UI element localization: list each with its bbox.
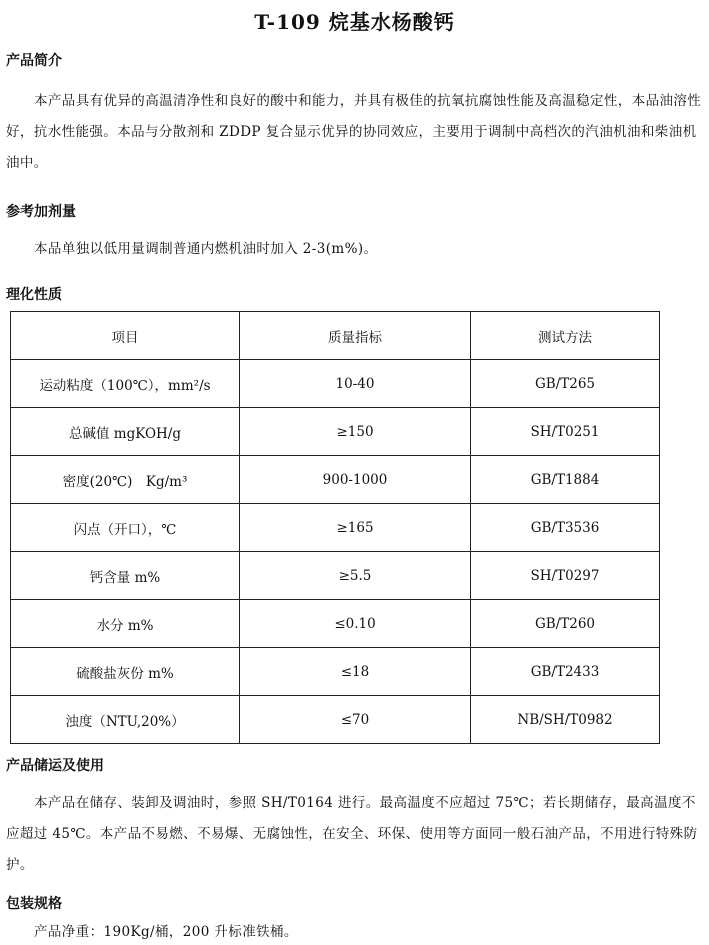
- table-cell-method: GB/T3536: [471, 504, 660, 552]
- table-header-row: [11, 312, 660, 360]
- table-cell-method: GB/T265: [471, 360, 660, 408]
- table-cell-spec: ≤18: [240, 648, 471, 696]
- table-row: [11, 504, 660, 552]
- properties-table: [10, 311, 660, 744]
- table-cell-item: 硫酸盐灰份 m%: [11, 648, 240, 696]
- table-cell-spec: ≤70: [240, 696, 471, 744]
- table-cell-item: 总碱值 mgKOH/g: [11, 408, 240, 456]
- table-cell-method: SH/T0297: [471, 552, 660, 600]
- section-heading-dosage: 参考加剂量: [6, 204, 76, 220]
- table-cell-item: 闪点（开口），℃: [11, 504, 240, 552]
- table-cell-item: 运动粘度（100℃），mm²/s: [11, 360, 240, 408]
- table-row: [11, 696, 660, 744]
- table-header-cell: 测试方法: [471, 312, 660, 360]
- page-title: T-109 烷基水杨酸钙: [254, 10, 455, 34]
- table-cell-method: SH/T0251: [471, 408, 660, 456]
- table-row: [11, 600, 660, 648]
- table-cell-method: GB/T260: [471, 600, 660, 648]
- section-heading-storage: 产品储运及使用: [6, 758, 104, 774]
- table-cell-spec: ≥165: [240, 504, 471, 552]
- table-cell-item: 钙含量 m%: [11, 552, 240, 600]
- table-header-cell: 质量指标: [240, 312, 471, 360]
- table-row: [11, 408, 660, 456]
- dosage-paragraph: 本品单独以低用量调制普通内燃机油时加入 2-3(m%)。: [34, 241, 378, 257]
- table-cell-item: 密度(20℃) Kg/m³: [11, 456, 240, 504]
- storage-paragraph: 本产品在储存、装卸及调油时，参照 SH/T0164 进行。最高温度不应超过 75℃；若长期储存，最高温度不应超过 45℃。本产品不易燃、不易爆、无腐蚀性，在安全、环保、使用等方面同一般石油产品，不用进行特殊防护。: [6, 795, 698, 873]
- section-heading-intro: 产品简介: [6, 53, 62, 69]
- table-cell-method: NB/SH/T0982: [471, 696, 660, 744]
- section-heading-properties: 理化性质: [6, 287, 62, 303]
- table-cell-method: GB/T1884: [471, 456, 660, 504]
- table-row: [11, 360, 660, 408]
- table-row: [11, 456, 660, 504]
- table-cell-spec: ≥5.5: [240, 552, 471, 600]
- table-cell-method: GB/T2433: [471, 648, 660, 696]
- table-cell-spec: ≤0.10: [240, 600, 471, 648]
- table-header-cell: 项目: [11, 312, 240, 360]
- table-cell-spec: 10-40: [240, 360, 471, 408]
- packaging-paragraph: 产品净重：190Kg/桶，200 升标准铁桶。: [34, 924, 298, 940]
- table-cell-spec: 900-1000: [240, 456, 471, 504]
- table-cell-spec: ≥150: [240, 408, 471, 456]
- table-cell-item: 浊度（NTU,20%）: [11, 696, 240, 744]
- section-heading-packaging: 包装规格: [6, 896, 62, 912]
- intro-paragraph: 本产品具有优异的高温清净性和良好的酸中和能力，并具有极佳的抗氧抗腐蚀性能及高温稳定性，本品油溶性好，抗水性能强。本品与分散剂和 ZDDP 复合显示优异的协同效应，主要用于调制中高档次的汽油机油和柴油机油中。: [6, 93, 702, 171]
- table-cell-item: 水分 m%: [11, 600, 240, 648]
- table-row: [11, 552, 660, 600]
- table-row: [11, 648, 660, 696]
